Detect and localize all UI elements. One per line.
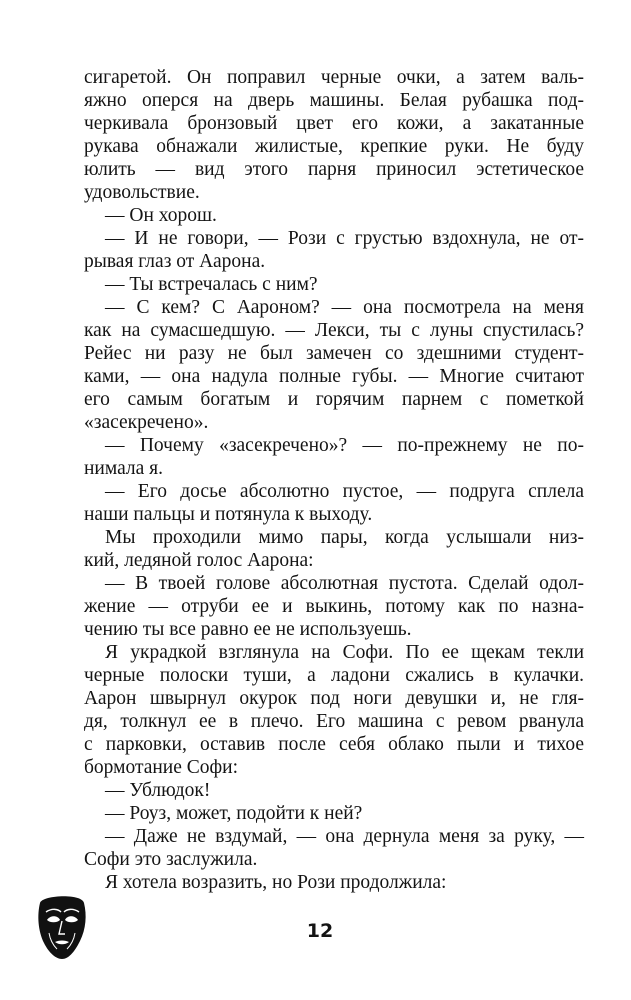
text-line: — Роуз, может, подойти к ней? (105, 803, 363, 824)
text-line: — Он хорош. (105, 205, 217, 226)
text-line: жение — отруби ее и выкинь, потому как по назна- (84, 596, 584, 617)
text-line: Я хотела возразить, но Рози продолжила: (105, 872, 447, 893)
page-number: 12 (306, 920, 334, 942)
text-line: — И не говори, — Рози с грустью вздохнула, не от- (105, 228, 584, 249)
text-line: удовольствие. (84, 182, 200, 203)
text-line: рукава обнажали жилистые, крепкие руки. Не буду (84, 136, 584, 157)
text-line: «засекречено». (84, 412, 209, 433)
mask-icon (34, 893, 90, 961)
text-line: черкивала бронзовый цвет его кожи, а закатанные (84, 113, 584, 134)
text-line: Мы проходили мимо пары, когда услышали низ- (105, 527, 584, 548)
text-line: сигаретой. Он поправил черные очки, а затем валь- (84, 67, 584, 88)
text-line: кий, ледяной голос Аарона: (84, 550, 314, 571)
text-line: дя, толкнул ее в плечо. Его машина с ревом рванула (84, 711, 584, 732)
text-line: рывая глаз от Аарона. (84, 251, 266, 272)
text-line: нимала я. (84, 458, 164, 479)
text-line: его самым богатым и горячим парнем с пометкой (84, 389, 584, 410)
text-line: — В твоей голове абсолютная пустота. Сделай одол- (105, 573, 584, 594)
text-line: наши пальцы и потянула к выходу. (84, 504, 373, 525)
page-text-body (84, 66, 584, 894)
text-line: бормотание Софи: (84, 757, 239, 778)
text-line: яжно оперся на дверь машины. Белая рубашка под- (84, 90, 584, 111)
text-line: — Даже не вздумай, — она дернула меня за руку, — (105, 826, 584, 847)
text-line: — Его досье абсолютно пустое, — подруга сплела (105, 481, 584, 502)
text-line: — Ты встречалась с ним? (105, 274, 318, 295)
text-line: с парковки, оставив после себя облако пыли и тихое (84, 734, 584, 755)
text-line: — С кем? С Аароном? — она посмотрела на меня (105, 297, 584, 318)
text-line: Я украдкой взглянула на Софи. По ее щекам текли (105, 642, 584, 663)
text-line: ками, — она надула полные губы. — Многие считают (84, 366, 584, 387)
text-line: юлить — вид этого парня приносил эстетическое (84, 159, 584, 180)
text-line: чению ты все равно ее не используешь. (84, 619, 412, 640)
text-line: — Ублюдок! (105, 780, 211, 801)
text-line: Софи это заслужила. (84, 849, 258, 870)
text-line: черные полоски туши, а ладони сжались в кулачки. (84, 665, 584, 686)
text-line: как на сумасшедшую. — Лекси, ты с луны спустилась? (84, 320, 584, 341)
text-line: — Почему «засекречено»? — по-прежнему не по- (105, 435, 584, 456)
text-line: Рейес ни разу не был замечен со здешними студент- (84, 343, 584, 364)
text-line: Аарон швырнул окурок под ноги девушки и, не гля- (84, 688, 584, 709)
